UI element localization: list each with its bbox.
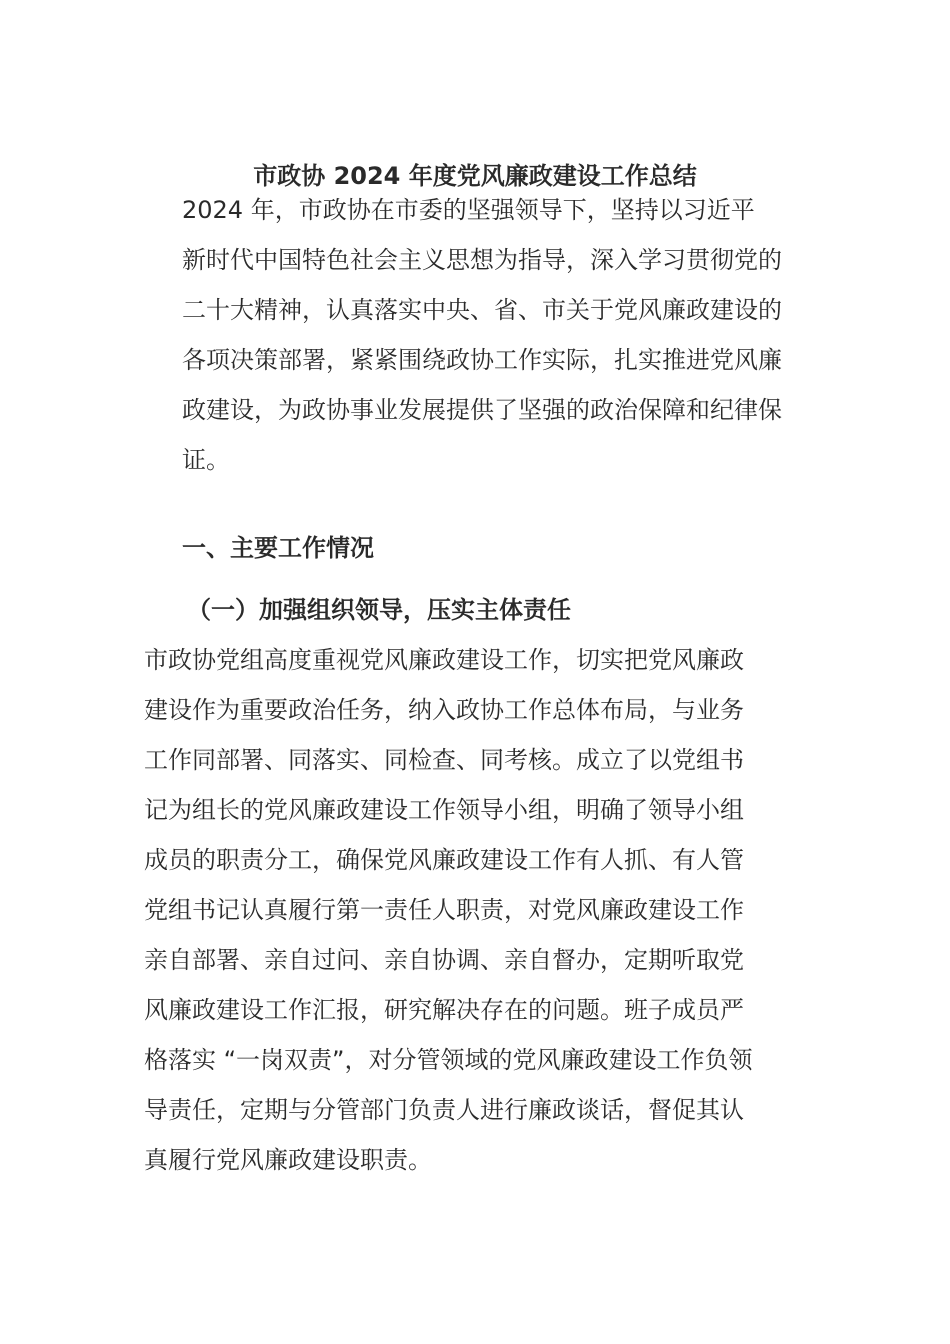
body-line: 建设作为重要政治任务，纳入政协工作总体布局，与业务	[144, 696, 744, 724]
intro-line: 政建设，为政协事业发展提供了坚强的政治保障和纪律保	[182, 396, 782, 424]
intro-line: 2024 年，市政协在市委的坚强领导下，坚持以习近平	[182, 196, 755, 224]
body-line: 记为组长的党风廉政建设工作领导小组，明确了领导小组	[144, 796, 744, 824]
body-line: 工作同部署、同落实、同检查、同考核。成立了以党组书	[144, 746, 744, 774]
body-line: 导责任，定期与分管部门负责人进行廉政谈话，督促其认	[144, 1096, 744, 1124]
document-title: 市政协 2024 年度党风廉政建设工作总结	[253, 162, 697, 190]
body-line: 真履行党风廉政建设职责。	[144, 1146, 432, 1174]
body-line: 格落实 “一岗双责”，对分管领域的党风廉政建设工作负领	[144, 1046, 753, 1074]
intro-line: 新时代中国特色社会主义思想为指导，深入学习贯彻党的	[182, 246, 782, 274]
intro-line: 证。	[182, 446, 230, 474]
body-line: 亲自部署、亲自过问、亲自协调、亲自督办，定期听取党	[144, 946, 744, 974]
section-heading: 一、主要工作情况	[182, 534, 374, 562]
intro-paragraph	[144, 185, 810, 485]
body-line: 成员的职责分工，确保党风廉政建设工作有人抓、有人管	[144, 846, 744, 874]
body-line: 风廉政建设工作汇报，研究解决存在的问题。班子成员严	[144, 996, 744, 1024]
body-line: 市政协党组高度重视党风廉政建设工作，切实把党风廉政	[144, 646, 744, 674]
subsection-heading: （一）加强组织领导，压实主体责任	[187, 596, 571, 624]
body-line: 党组书记认真履行第一责任人职责，对党风廉政建设工作	[144, 896, 744, 924]
intro-line: 各项决策部署，紧紧围绕政协工作实际，扎实推进党风廉	[182, 346, 782, 374]
intro-line: 二十大精神，认真落实中央、省、市关于党风廉政建设的	[182, 296, 782, 324]
subsection-paragraph	[144, 635, 810, 1185]
